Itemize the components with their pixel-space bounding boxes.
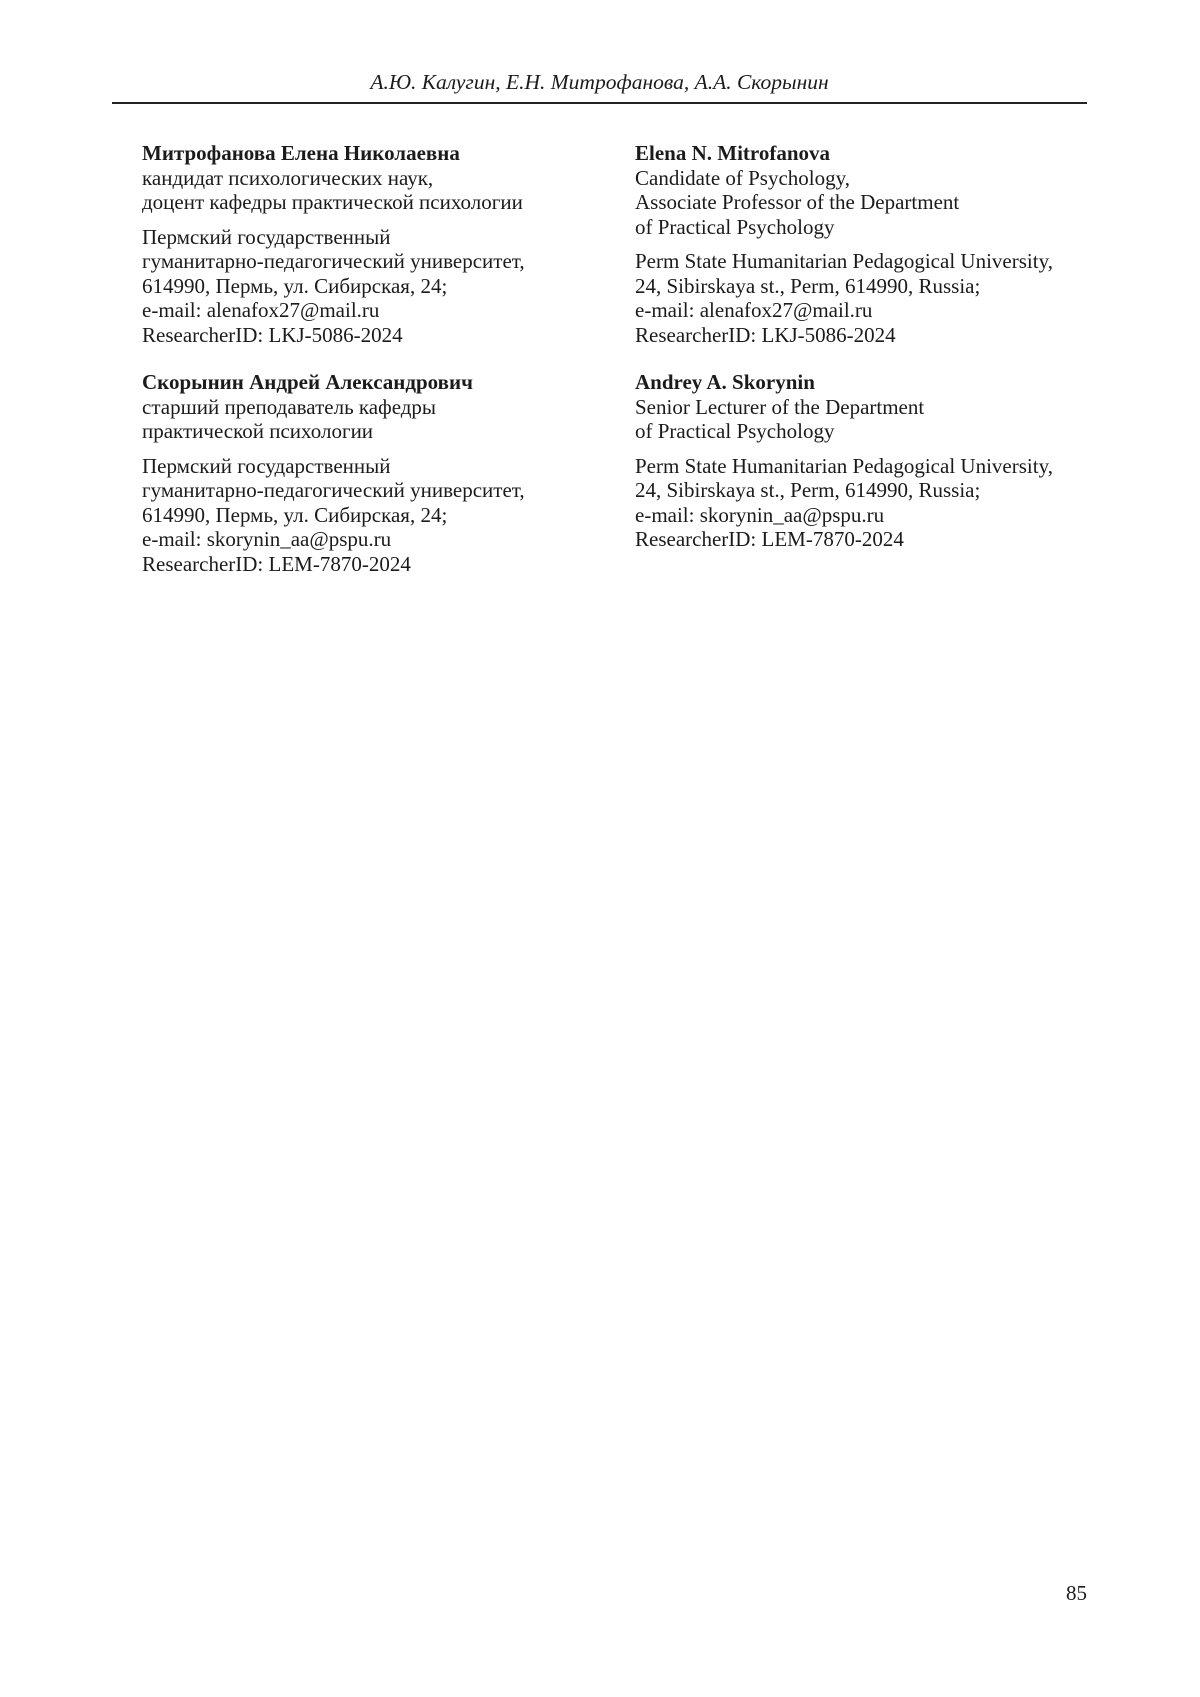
author-position-line: of Practical Psychology [635,419,835,443]
researcher-id-line: ResearcherID: LEM-7870-2024 [635,527,904,551]
author-position-line: Associate Professor of the Department [635,190,960,214]
author-position-line: старший преподаватель кафедры [142,394,437,419]
affiliation-line: Пермский государственный [142,224,391,249]
author-name: Andrey A. Skorynin [635,370,815,394]
author-affiliation [142,225,620,348]
author-position-line: практической психологии [142,419,374,443]
affiliation-line: Perm State Humanitarian Pedagogical University, [635,249,1053,273]
author-position-line: of Practical Psychology [635,214,835,239]
email-line: e-mail: skorynin_aa@pspu.ru [142,527,392,551]
author-affiliation [142,454,620,577]
column-english [635,141,1100,552]
author-block-mitrofanova-en [635,141,1100,347]
author-heading [635,141,1100,239]
author-heading [142,370,620,444]
author-position-line: Candidate of Psychology, [635,165,851,190]
researcher-id-line: ResearcherID: LEM-7870-2024 [142,551,411,576]
author-position-line: Senior Lecturer of the Department [635,394,925,419]
author-affiliation [635,249,1100,347]
address-line: 614990, Пермь, ул. Сибирская, 24; [142,502,448,527]
page-number: 85 [1066,1581,1087,1605]
author-block-skorynin-ru [142,370,620,576]
author-heading [142,141,620,215]
address-line: 614990, Пермь, ул. Сибирская, 24; [142,273,448,298]
author-name: Митрофанова Елена Николаевна [142,141,460,165]
affiliation-line: Пермский государственный [142,453,391,478]
affiliation-line: Perm State Humanitarian Pedagogical University, [635,453,1053,478]
author-name: Elena N. Mitrofanova [635,141,831,165]
author-block-mitrofanova-ru [142,141,620,347]
author-position-line: доцент кафедры практической психологии [142,190,523,214]
address-line: 24, Sibirskaya st., Perm, 614990, Russia; [635,478,981,502]
affiliation-line: гуманитарно-педагогический университет, [142,249,525,273]
author-affiliation [635,454,1100,552]
researcher-id-line: ResearcherID: LKJ-5086-2024 [142,322,403,347]
affiliation-line: гуманитарно-педагогический университет, [142,478,525,502]
author-position-line: кандидат психологических наук, [142,165,434,190]
researcher-id-line: ResearcherID: LKJ-5086-2024 [635,322,896,347]
column-russian [142,141,620,576]
author-block-skorynin-en [635,370,1100,552]
address-line: 24, Sibirskaya st., Perm, 614990, Russia; [635,273,981,298]
running-head-authors: А.Ю. Калугин, Е.Н. Митрофанова, А.А. Скорынин [370,70,829,94]
email-line: e-mail: skorynin_aa@pspu.ru [635,502,885,527]
author-heading [635,370,1100,444]
email-line: e-mail: alenafox27@mail.ru [635,298,873,322]
running-head [112,70,1087,104]
author-name: Скорынин Андрей Александрович [142,370,473,394]
email-line: e-mail: alenafox27@mail.ru [142,298,380,322]
